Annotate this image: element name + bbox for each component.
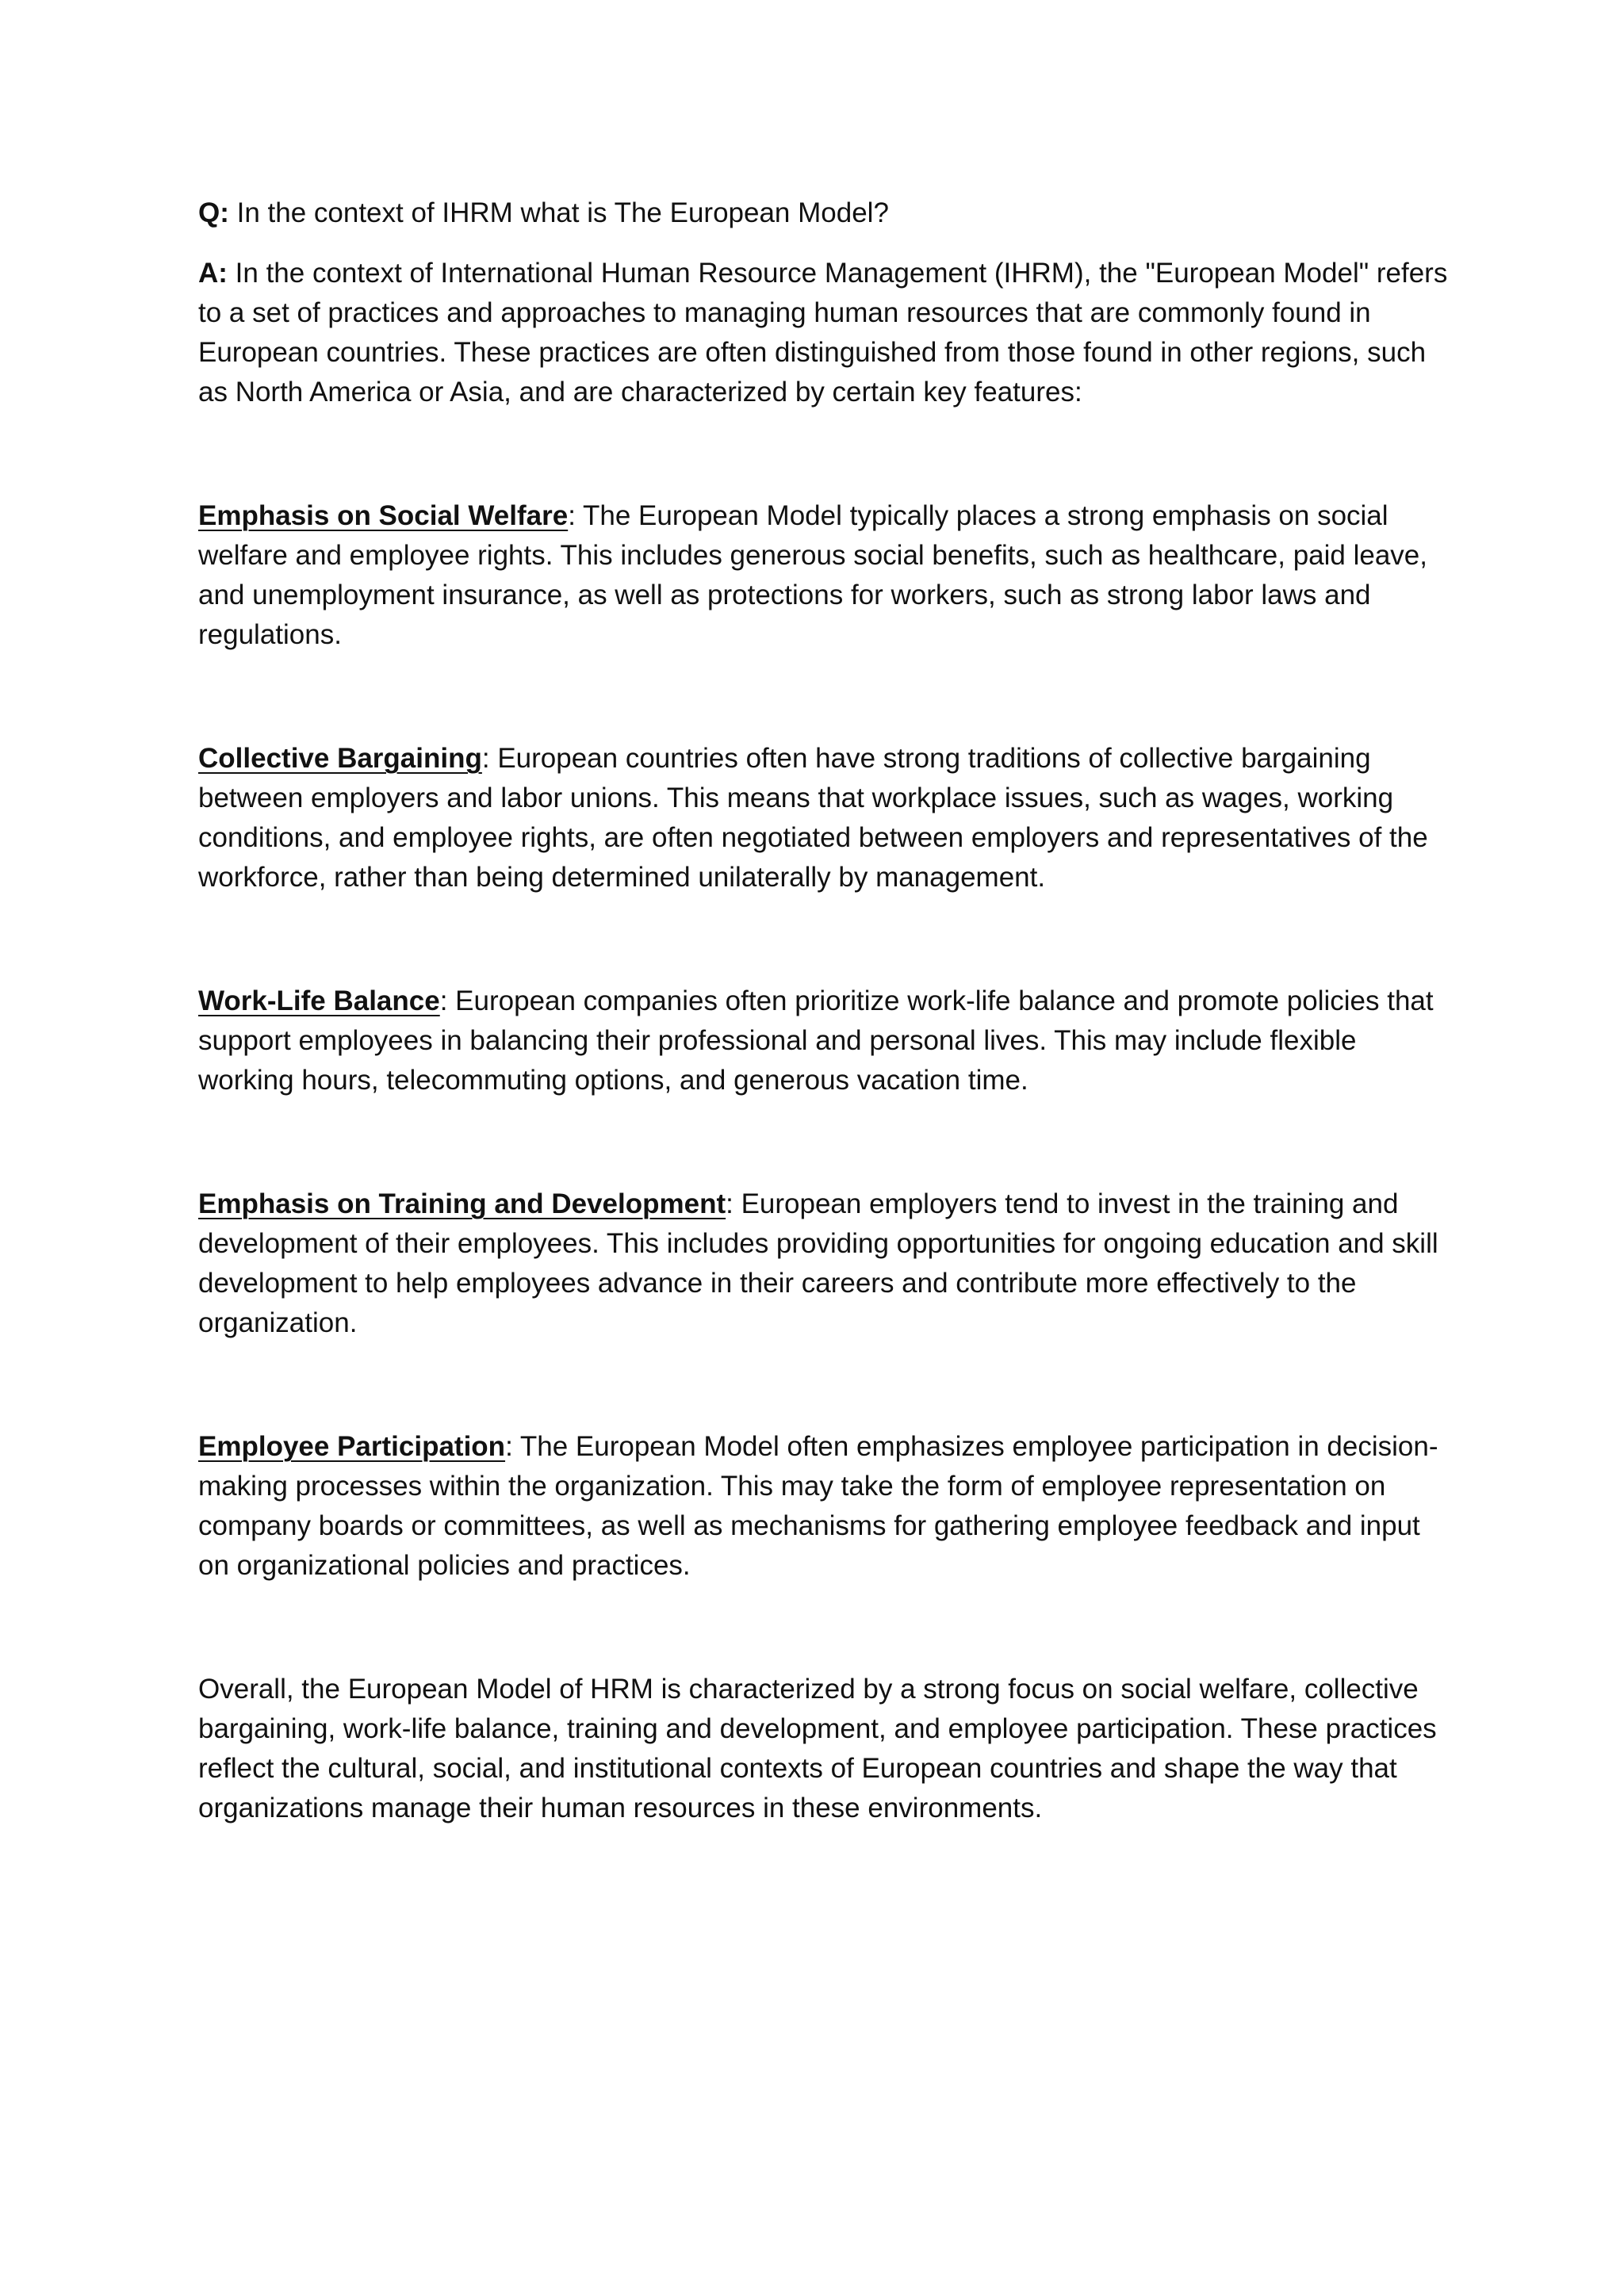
section-work-life-balance (198, 982, 1451, 1100)
section-heading: Emphasis on Training and Development (198, 1188, 726, 1219)
section-text: : The European Model typically places a strong emphasis on social welfare and employee rights. This includes generous social benefits, such as healthcare, paid leave, and unemployment insurance, as well as protections for workers, such as strong labor laws and regulations. (198, 500, 1427, 650)
section-heading: Work-Life Balance (198, 985, 440, 1016)
section-text: : The European Model often emphasizes employee participation in decision-making processes within the organization. This may take the form of employee representation on company boards or committees, as well as mechanisms for gathering employee feedback and input on organizational policies and practices. (198, 1431, 1438, 1581)
section-training-development (198, 1184, 1451, 1343)
answer-paragraph (198, 254, 1451, 412)
section-heading: Emphasis on Social Welfare (198, 500, 569, 531)
section-employee-participation (198, 1427, 1451, 1586)
section-text: : European employers tend to invest in the training and development of their employees. This includes providing opportunities for ongoing education and skill development to help employees advance in their careers and contribute more effectively to the organization. (198, 1188, 1438, 1338)
section-text: : European companies often prioritize work-life balance and promote policies that support employees in balancing their professional and personal lives. This may include flexible working hours, telecommuting options, and generous vacation time. (198, 985, 1434, 1096)
section-social-welfare (198, 496, 1451, 655)
section-collective-bargaining (198, 739, 1451, 897)
question-text: In the context of IHRM what is The European Model? (228, 197, 889, 228)
document-body (198, 193, 1451, 1828)
section-heading: Collective Bargaining (198, 743, 482, 774)
answer-label: A: (198, 258, 228, 289)
question-paragraph (198, 193, 1451, 233)
section-heading: Employee Participation (198, 1431, 506, 1462)
summary-paragraph: Overall, the European Model of HRM is characterized by a strong focus on social welfare, collective bargaining, work-life balance, training and development, and employee participation. These practices reflect the cultural, social, and institutional contexts of European countries and shape the way that organizations manage their human resources in these environments. (198, 1674, 1437, 1823)
question-label: Q: (198, 197, 229, 228)
answer-text: In the context of International Human Resource Management (IHRM), the "European Model" refers to a set of practices and approaches to managing human resources that are commonly found in European countries. These practices are often distinguished from those found in other regions, such as North America or Asia, and are characterized by certain key features: (198, 258, 1448, 408)
section-text: : European countries often have strong traditions of collective bargaining between employers and labor unions. This means that workplace issues, such as wages, working conditions, and employee rights, are often negotiated between employers and representatives of the workforce, rather than being determined unilaterally by management. (198, 743, 1428, 893)
